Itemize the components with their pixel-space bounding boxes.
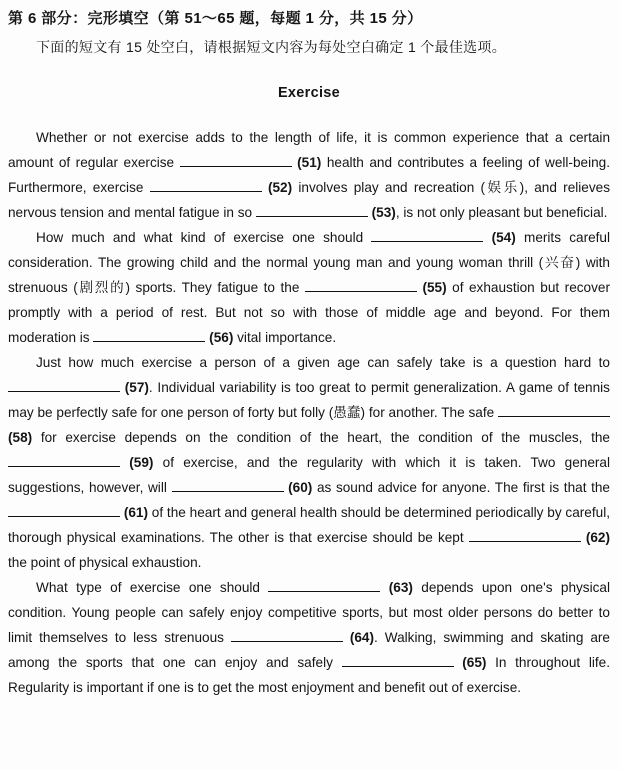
blank-number: (56) (209, 330, 234, 345)
passage-text: health and contributes a feeling of well-being. Furthermore, exercise (8, 155, 611, 195)
passage-text: . Individual variability is too great to permit generalization. A game of tennis may be perfectly safe for one person of forty but folly (愚蠢) for another. The safe (8, 380, 610, 420)
blank-line (231, 640, 343, 642)
passage-paragraph (8, 225, 610, 350)
blank-line (8, 390, 120, 392)
passage-text: In throughout life. Regularity is important if one is to get the most enjoyment and benefit out of exercise. (8, 655, 610, 695)
blank-number: (60) (288, 480, 313, 495)
blank-number: (65) (462, 655, 487, 670)
blank-line (469, 540, 581, 542)
passage-paragraph (8, 575, 610, 700)
passage-text: What type of exercise one should (36, 580, 269, 595)
passage-text: . Walking, swimming and skating are among the sports that one can enjoy and safely (8, 630, 610, 670)
blank-number: (62) (585, 530, 610, 545)
passage-text: depends upon one's physical condition. Young people can safely enjoy competitive sports, but most older persons do better to limit themselves to less strenuous (8, 580, 610, 645)
blank-line (150, 190, 262, 192)
passage (8, 125, 610, 700)
blank-line (305, 290, 417, 292)
blank-line (268, 590, 380, 592)
passage-text: vital importance. (233, 330, 337, 345)
section-heading: 第 6 部分：完形填空（第 51～65 题，每题 1 分，共 15 分） (8, 10, 423, 27)
passage-text: involves play and recreation (娱乐), and relieves nervous tension and mental fatigue in so (8, 180, 611, 220)
blank-number: (54) (491, 230, 516, 245)
blank-number: (64) (349, 630, 375, 645)
passage-text: for exercise depends on the condition of the heart, the condition of the muscles, the (32, 430, 610, 445)
passage-text: the point of physical exhaustion. (8, 555, 202, 570)
section-instructions: 下面的短文有 15 处空白，请根据短文内容为每处空白确定 1 个最佳选项。 (36, 39, 507, 55)
blank-line (93, 340, 205, 342)
blank-line (498, 415, 610, 417)
blank-line (342, 665, 454, 667)
blank-number: (59) (129, 455, 154, 470)
blank-number: (63) (388, 580, 413, 595)
blank-line (8, 515, 120, 517)
blank-line (180, 165, 292, 167)
passage-text: as sound advice for anyone. The first is that the (312, 480, 610, 495)
blank-number: (57) (124, 380, 149, 395)
blank-line (256, 215, 368, 217)
passage-paragraph (8, 125, 610, 225)
blank-number: (52) (267, 180, 293, 195)
passage-text: of exhaustion but recover promptly with a period of rest. But not so with those of middle age and beyond. For them moderation is (8, 280, 610, 345)
passage-text: merits careful consideration. The growing child and the normal young man and young woman thrill (兴奋) with strenuous (剧烈的) sports. They fatigue to the (8, 230, 611, 295)
passage-text: of exercise, and the regularity with which it is taken. Two general suggestions, however, will (8, 455, 610, 495)
passage-text: How much and what kind of exercise one should (36, 230, 372, 245)
passage-text: of the heart and general health should be determined periodically by careful, thorough physical examinations. The other is that exercise should be kept (8, 505, 611, 545)
blank-number: (61) (123, 505, 148, 520)
blank-line (172, 490, 284, 492)
passage-text: Whether or not exercise adds to the length of life, it is common experience that a certain amount of regular exercise (8, 130, 610, 170)
blank-number: (51) (297, 155, 322, 170)
blank-number: (58) (8, 430, 33, 445)
passage-title: Exercise (277, 85, 341, 101)
blank-number: (53) (371, 205, 396, 220)
passage-paragraph (8, 350, 610, 575)
passage-text: Just how much exercise a person of a given age can safely take is a question hard to (36, 355, 610, 370)
blank-number: (55) (422, 280, 447, 295)
blank-line (371, 240, 483, 242)
blank-line (8, 465, 120, 467)
passage-text: , is not only pleasant but beneficial. (395, 205, 608, 220)
